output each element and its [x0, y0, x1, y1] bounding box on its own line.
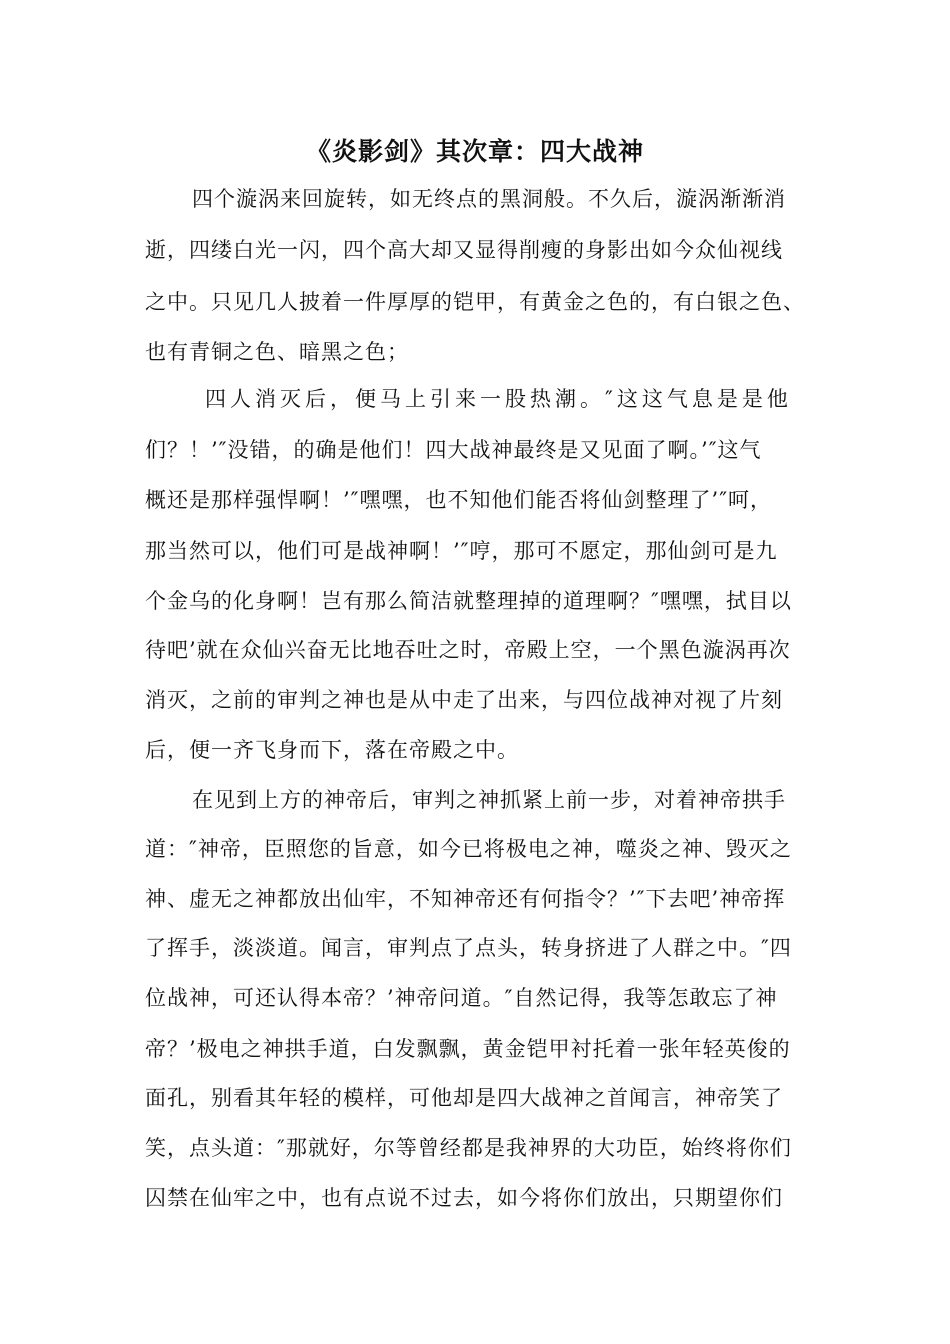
- text-line: 笑，点头道：″那就好，尔等曾经都是我神界的大功臣，始终将你们: [145, 1136, 792, 1160]
- text-line: 四个漩涡来回旋转，如无终点的黑洞般。不久后，漩涡渐渐消: [192, 187, 786, 211]
- text-line: 待吧’就在众仙兴奋无比地吞吐之时，帝殿上空，一个黑色漩涡再次: [145, 638, 791, 662]
- text-line: 四人消灭后，便马上引来一股热潮。″这这气息是是他: [205, 387, 792, 411]
- text-line: 之中。只见几人披着一件厚厚的铠甲，有黄金之色的，有白银之色、: [145, 290, 805, 314]
- text-line: 面孔，别看其年轻的模样，可他却是四大战神之首闻言，神帝笑了: [145, 1086, 783, 1110]
- page-title: 《炎影剑》其次章：四大战神: [305, 137, 644, 166]
- text-line: 个金乌的化身啊！岂有那么简洁就整理掉的道理啊？″嘿嘿，拭目以: [145, 589, 792, 613]
- text-line: 也有青铜之色、暗黑之色；: [145, 340, 409, 364]
- text-line: 后，便一齐飞身而下，落在帝殿之中。: [145, 738, 519, 762]
- text-line: 在见到上方的神帝后，审判之神抓紧上前一步，对着神帝拱手: [192, 788, 786, 812]
- text-line: 帝？’极电之神拱手道，白发飘飘，黄金铠甲衬托着一张年轻英俊的: [145, 1037, 791, 1061]
- text-line: 概还是那样强悍啊！’″嘿嘿，也不知他们能否将仙剑整理了’″呵，: [145, 488, 773, 512]
- text-line: 了挥手，淡淡道。闻言，审判点了点头，转身挤进了人群之中。″四: [145, 936, 792, 960]
- text-line: 囚禁在仙牢之中，也有点说不过去，如今将你们放出，只期望你们: [145, 1186, 783, 1210]
- text-line: 逝，四缕白光一闪，四个高大却又显得削瘦的身影出如今众仙视线: [145, 238, 783, 262]
- text-line: 道：″神帝，臣照您的旨意，如今已将极电之神，噬炎之神、毁灭之: [145, 837, 792, 861]
- text-line: 那当然可以，他们可是战神啊！’″哼，那可不愿定，那仙剑可是九: [145, 539, 778, 563]
- text-line: 神、虚无之神都放出仙牢，不知神帝还有何指令？’″下去吧’神帝挥: [145, 887, 786, 911]
- text-line: 消灭，之前的审判之神也是从中走了出来，与四位战神对视了片刻: [145, 688, 783, 712]
- text-line: 们？！’″没错，的确是他们！四大战神最终是又见面了啊。’″这气: [145, 438, 762, 462]
- text-line: 位战神，可还认得本帝？’神帝问道。″自然记得，我等怎敢忘了神: [145, 986, 778, 1010]
